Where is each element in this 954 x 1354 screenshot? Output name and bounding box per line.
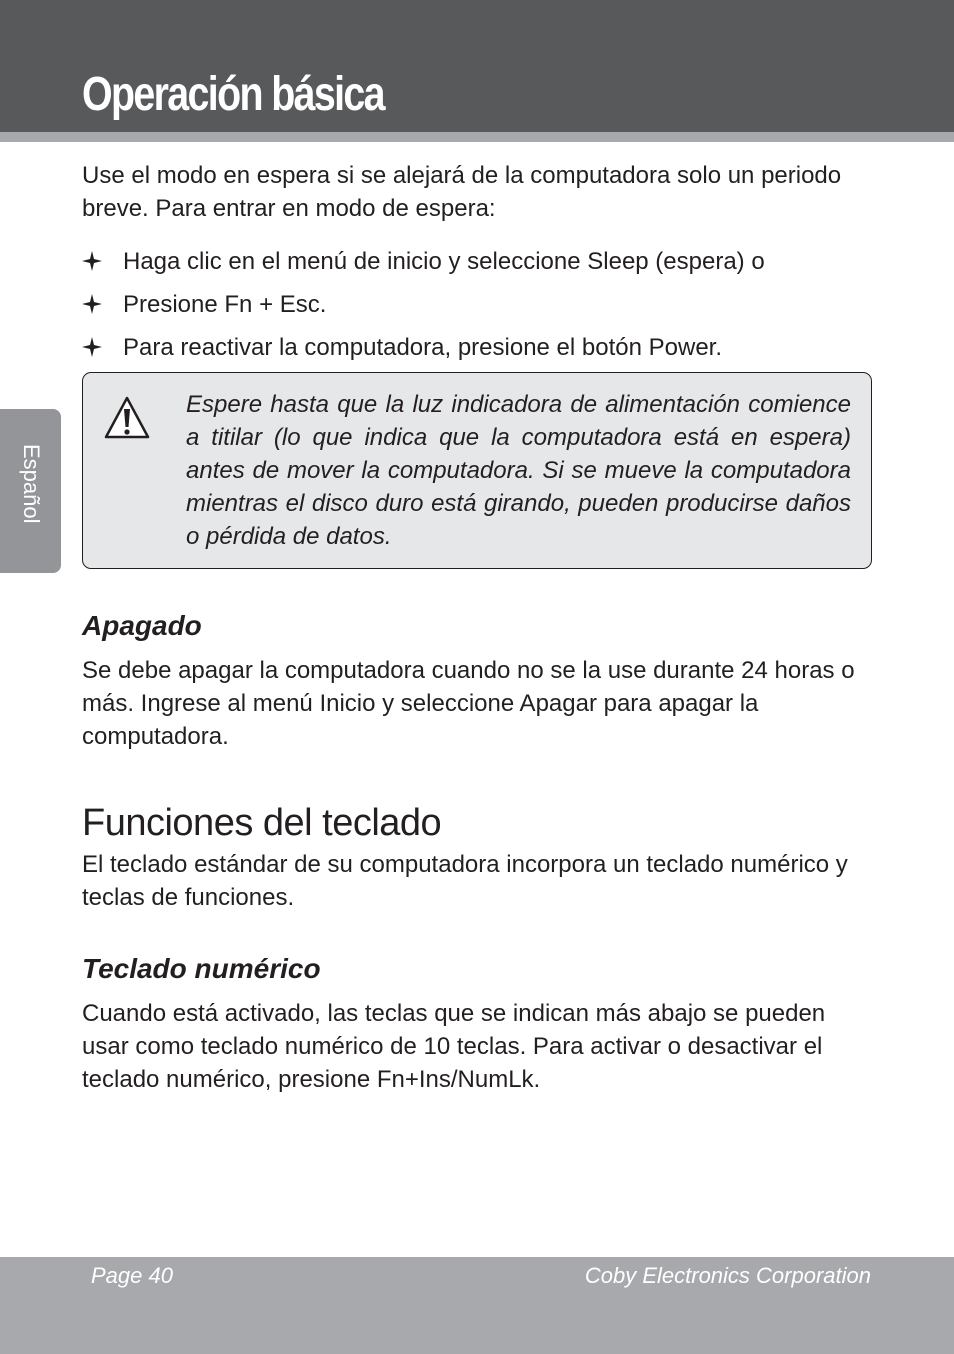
apagado-heading: Apagado <box>82 610 202 641</box>
list-item <box>82 288 872 331</box>
funciones-heading: Funciones del teclado <box>82 802 442 844</box>
warning-text: Espere hasta que la luz indicadora de alimentación comience a titilar (lo que indica que la computadora está en espera) antes de mover la computadora. Si se mueve la computadora mientras el disco duro está girando, pueden producirse daños o pérdida de datos. <box>186 391 851 550</box>
sleep-steps-list <box>82 245 872 374</box>
list-item-text: Haga clic en el menú de inicio y seleccione Sleep (espera) o <box>123 248 765 275</box>
warning-icon <box>103 395 151 441</box>
warning-callout <box>82 372 872 569</box>
list-item-text: Para reactivar la computadora, presione el botón Power. <box>123 334 723 361</box>
four-point-star-icon <box>82 294 102 314</box>
language-tab-label: Español <box>19 444 44 524</box>
list-item <box>82 331 872 374</box>
list-item-text: Presione Fn + Esc. <box>123 291 327 318</box>
intro-paragraph: Use el modo en espera si se alejará de la computadora solo un periodo breve. Para entrar en modo de espera: <box>82 162 842 222</box>
teclado-numerico-paragraph: Cuando está activado, las teclas que se indican más abajo se pueden usar como teclado numérico de 10 teclas. Para activar o desactivar el teclado numérico, presione Fn+Ins/NumLk. <box>82 1000 826 1093</box>
page-title: Operación básica <box>82 68 384 121</box>
funciones-section <box>82 801 872 914</box>
funciones-paragraph: El teclado estándar de su computadora incorpora un teclado numérico y teclas de funciones. <box>82 851 848 911</box>
company-name: Coby Electronics Corporation <box>584 1263 871 1288</box>
four-point-star-icon <box>82 337 102 357</box>
teclado-numerico-section <box>82 952 872 1096</box>
teclado-numerico-heading: Teclado numérico <box>82 953 321 984</box>
page-number: Page 40 <box>91 1263 173 1288</box>
header-rule <box>0 132 954 142</box>
four-point-star-icon <box>82 251 102 271</box>
apagado-paragraph: Se debe apagar la computadora cuando no se la use durante 24 horas o más. Ingrese al menú Inicio y seleccione Apagar para apagar la computadora. <box>82 657 855 750</box>
intro-block <box>82 159 872 225</box>
list-item <box>82 245 872 288</box>
apagado-section <box>82 609 872 753</box>
